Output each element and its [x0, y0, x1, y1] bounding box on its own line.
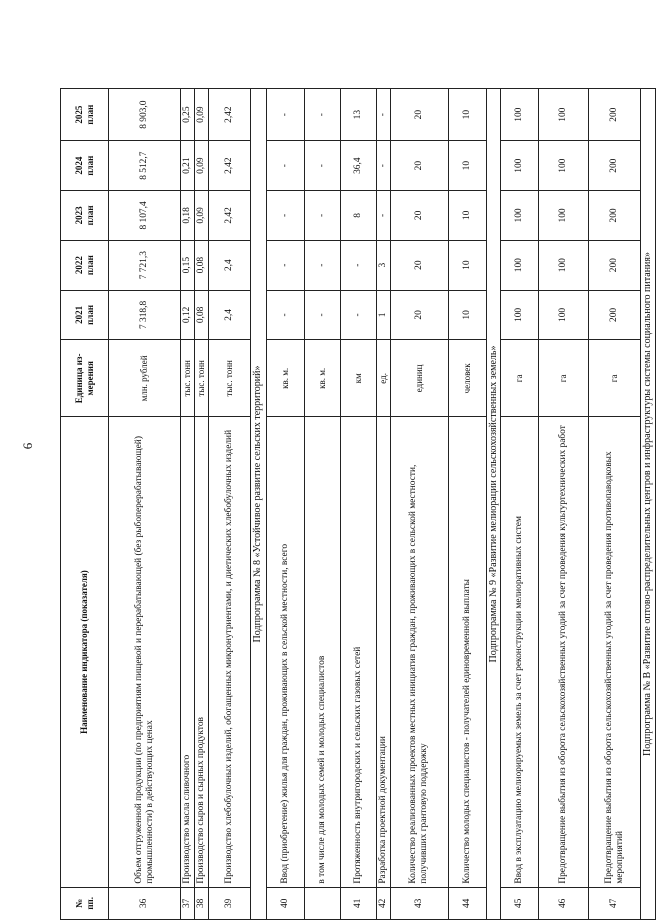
plan-value-2025: 13: [340, 89, 376, 141]
indicator-name: Разработка проектной документации: [376, 417, 390, 887]
plan-value-2024: 100: [539, 141, 589, 191]
plan-value-2022: 0,08: [194, 240, 208, 290]
indicator-name: Протяженность внутригородских и сельских газовых сетей: [340, 417, 376, 887]
row-number: 41: [340, 887, 376, 919]
plan-value-2023: 100: [539, 191, 589, 241]
plan-value-2024: 2,42: [208, 141, 250, 191]
header-year-2024: 2024 план: [61, 141, 109, 191]
unit-of-measure: млн. рублей: [109, 340, 181, 417]
indicator-name: Количество реализованных проектов местных инициатив граждан, проживающих в сельской местности, получивших грантовую поддержку: [390, 417, 448, 887]
unit-of-measure: тыс. тонн: [194, 340, 208, 417]
plan-value-2023: 100: [501, 191, 539, 241]
plan-value-2022: 3: [376, 240, 390, 290]
table-row: [376, 89, 390, 920]
plan-value-2021: 20: [390, 290, 448, 340]
header-year-2021: 2021 план: [61, 290, 109, 340]
header-year-2022: 2022 план: [61, 240, 109, 290]
row-number: 44: [448, 887, 486, 919]
plan-value-2023: 0,18: [181, 191, 195, 241]
plan-value-2024: 20: [390, 141, 448, 191]
unit-of-measure: кв. м.: [304, 340, 340, 417]
plan-value-2025: -: [304, 89, 340, 141]
plan-value-2024: -: [376, 141, 390, 191]
plan-value-2023: -: [266, 191, 304, 241]
plan-value-2022: 10: [448, 240, 486, 290]
plan-value-2023: 8: [340, 191, 376, 241]
indicator-name: Предотвращение выбытия из оборота сельскохозяйственных угодий за счет проведения культуртехнических работ: [539, 417, 589, 887]
indicator-name: Количество молодых специалистов - получателей единовременной выплаты: [448, 417, 486, 887]
indicator-name: в том числе для молодых семей и молодых специалистов: [304, 417, 340, 887]
plan-value-2021: 100: [501, 290, 539, 340]
plan-value-2024: 200: [589, 141, 641, 191]
row-number: 39: [208, 887, 250, 919]
indicator-name: Производство сыров и сырных продуктов: [194, 417, 208, 887]
indicators-table: [60, 88, 656, 920]
header-year-2023: 2023 план: [61, 191, 109, 241]
plan-value-2021: 7 318,8: [109, 290, 181, 340]
row-number: 45: [501, 887, 539, 919]
plan-value-2024: 36,4: [340, 141, 376, 191]
plan-value-2025: -: [266, 89, 304, 141]
unit-of-measure: га: [589, 340, 641, 417]
row-number: 40: [266, 887, 304, 919]
plan-value-2025: 0,25: [181, 89, 195, 141]
plan-value-2023: -: [376, 191, 390, 241]
table-row: [448, 89, 486, 920]
plan-value-2025: 8 903,0: [109, 89, 181, 141]
table-row: [390, 89, 448, 920]
table-row: [340, 89, 376, 920]
table-row: [208, 89, 250, 920]
table-row: [109, 89, 181, 920]
row-number: 46: [539, 887, 589, 919]
plan-value-2022: -: [304, 240, 340, 290]
plan-value-2023: 200: [589, 191, 641, 241]
row-number: 37: [181, 887, 195, 919]
plan-value-2025: 100: [539, 89, 589, 141]
header-unit: Единица из- мерения: [61, 340, 109, 417]
plan-value-2021: 100: [539, 290, 589, 340]
plan-value-2024: 100: [501, 141, 539, 191]
subprogram-row: [250, 89, 266, 920]
plan-value-2022: 200: [589, 240, 641, 290]
plan-value-2025: 2,42: [208, 89, 250, 141]
unit-of-measure: км: [340, 340, 376, 417]
row-number: [304, 887, 340, 919]
plan-value-2021: 10: [448, 290, 486, 340]
unit-of-measure: тыс. тонн: [181, 340, 195, 417]
plan-value-2021: -: [304, 290, 340, 340]
table-row: [539, 89, 589, 920]
plan-value-2023: 2,42: [208, 191, 250, 241]
plan-value-2024: 0,09: [194, 141, 208, 191]
table-row: [501, 89, 539, 920]
row-number: 43: [390, 887, 448, 919]
plan-value-2025: -: [376, 89, 390, 141]
table-row: [304, 89, 340, 920]
table-row: [266, 89, 304, 920]
plan-value-2023: 20: [390, 191, 448, 241]
plan-value-2021: 200: [589, 290, 641, 340]
row-number: 47: [589, 887, 641, 919]
plan-value-2025: 100: [501, 89, 539, 141]
unit-of-measure: ед.: [376, 340, 390, 417]
plan-value-2025: 20: [390, 89, 448, 141]
plan-value-2025: 200: [589, 89, 641, 141]
plan-value-2024: 10: [448, 141, 486, 191]
plan-value-2022: -: [340, 240, 376, 290]
unit-of-measure: тыс. тонн: [208, 340, 250, 417]
subprogram-title: Подпрограмма № В «Развитие оптово-распределительных центров и инфраструктуры системы социального питания»: [641, 89, 656, 920]
row-number: 38: [194, 887, 208, 919]
header-num: № пп.: [61, 887, 109, 919]
plan-value-2021: 0,12: [181, 290, 195, 340]
plan-value-2024: -: [266, 141, 304, 191]
plan-value-2022: 20: [390, 240, 448, 290]
unit-of-measure: кв. м.: [266, 340, 304, 417]
plan-value-2022: 100: [539, 240, 589, 290]
plan-value-2022: 2,4: [208, 240, 250, 290]
indicator-name: Предотвращение выбытия из оборота сельскохозяйственных угодий за счет проведения противопаводковых мероприятий: [589, 417, 641, 887]
table-row: [194, 89, 208, 920]
header-year-2025: 2025 план: [61, 89, 109, 141]
unit-of-measure: га: [539, 340, 589, 417]
plan-value-2022: 7 721,3: [109, 240, 181, 290]
rotated-table-wrapper: [60, 88, 654, 920]
row-number: 36: [109, 887, 181, 919]
plan-value-2022: -: [266, 240, 304, 290]
plan-value-2021: -: [340, 290, 376, 340]
row-number: 42: [376, 887, 390, 919]
plan-value-2021: -: [266, 290, 304, 340]
plan-value-2022: 100: [501, 240, 539, 290]
unit-of-measure: человек: [448, 340, 486, 417]
header-name: Наименование индикатора (показателя): [61, 417, 109, 887]
table-row: [589, 89, 641, 920]
subprogram-row: [486, 89, 501, 920]
plan-value-2025: 10: [448, 89, 486, 141]
indicator-name: Ввод (приобретение) жилья для граждан, проживающих в сельской местности, всего: [266, 417, 304, 887]
table-header-row: [61, 89, 109, 920]
table-row: [181, 89, 195, 920]
indicator-name: Ввод в эксплуатацию мелиорируемых земель за счет реконструкции мелиоративных систем: [501, 417, 539, 887]
plan-value-2025: 0,09: [194, 89, 208, 141]
plan-value-2023: 8 107,4: [109, 191, 181, 241]
plan-value-2024: 8 512,7: [109, 141, 181, 191]
indicator-name: Объем отгруженной продукции (по предприятиям пищевой и перерабатывающей (без рыбоперерабатывающей) промышленности) в действующих ценах: [109, 417, 181, 887]
plan-value-2024: 0,21: [181, 141, 195, 191]
plan-value-2023: -: [304, 191, 340, 241]
unit-of-measure: га: [501, 340, 539, 417]
plan-value-2021: 2,4: [208, 290, 250, 340]
indicator-name: Производство масла сливочного: [181, 417, 195, 887]
indicator-name: Производство хлебобулочных изделий, обогащенных микронутриентами, и диетических хлебобулочных изделий: [208, 417, 250, 887]
subprogram-title: Подпрограмма № 9 «Развитие мелиорации сельскохозяйственных земель»: [486, 89, 501, 920]
table-body: [109, 89, 656, 920]
unit-of-measure: единиц: [390, 340, 448, 417]
plan-value-2023: 0,09: [194, 191, 208, 241]
plan-value-2023: 10: [448, 191, 486, 241]
page-number: 6: [20, 442, 35, 450]
subprogram-row: [641, 89, 656, 920]
plan-value-2021: 1: [376, 290, 390, 340]
subprogram-title: Подпрограмма № 8 «Устойчивое развитие сельских территорий»: [250, 89, 266, 920]
plan-value-2022: 0,15: [181, 240, 195, 290]
plan-value-2021: 0,08: [194, 290, 208, 340]
plan-value-2024: -: [304, 141, 340, 191]
